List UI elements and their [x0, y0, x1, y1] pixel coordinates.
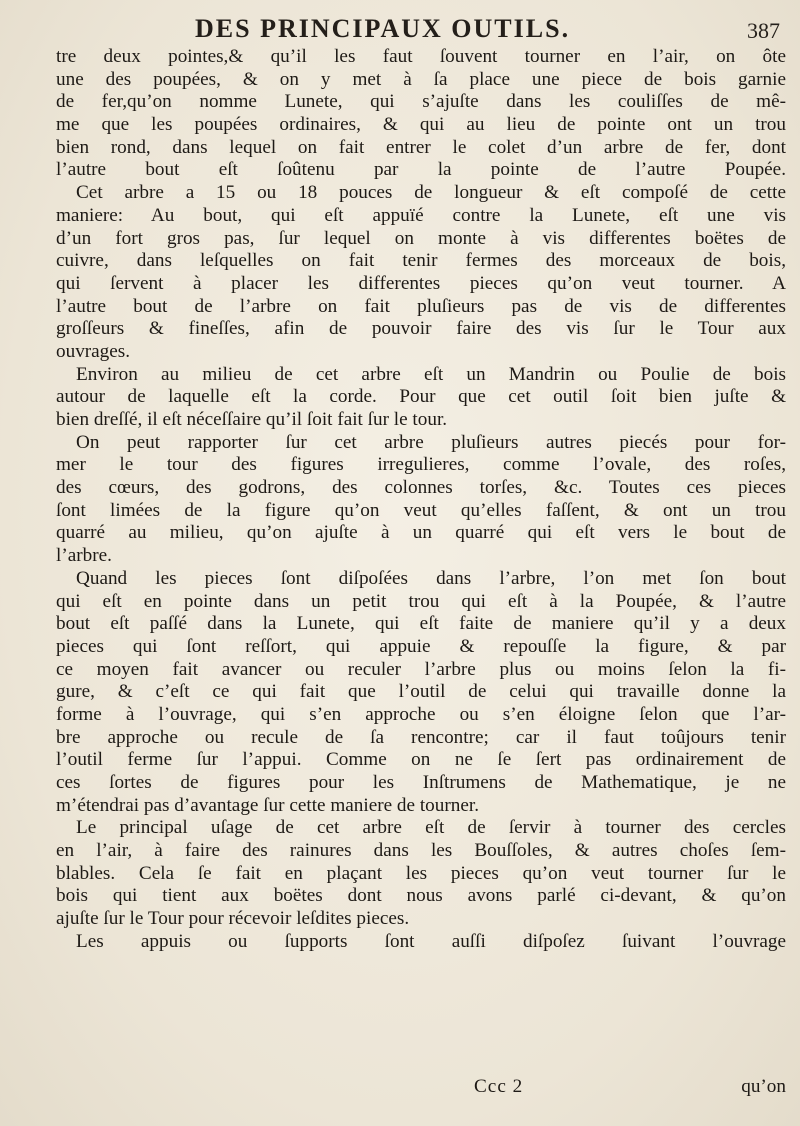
text-line: bien rond, dans lequel on fait entrer le colet d’un arbre de fer, dont [56, 136, 786, 158]
text-line: tre deux pointes,& qu’il les faut ſouvent tourner en l’air, on ôte [56, 46, 786, 67]
text-line: bout eſt paſſé dans la Lunete, qui eſt faite de maniere qu’il y a deux [56, 613, 786, 635]
body-text [56, 46, 786, 954]
text-line: en l’air, à faire des rainures dans les Bouſſoles, & autres choſes ſem- [56, 840, 786, 862]
text-line: gure, & c’eſt ce qui fait que l’outil de celui qui travaille donne la [56, 681, 786, 703]
text-line: des cœurs, des godrons, des colonnes torſes, &c. Toutes ces pieces [56, 477, 786, 499]
text-line: d’un fort gros pas, ſur lequel on monte à vis differentes boëtes de [56, 227, 786, 249]
text-line: me que les poupées ordinaires, & qui au lieu de pointe ont un trou [56, 114, 786, 136]
text-line: ſont limées de la figure qu’on veut qu’elles faſſent, & ont un trou [56, 499, 786, 521]
text-line: groſſeurs & fineſſes, afin de pouvoir faire des vis ſur le Tour aux [56, 318, 786, 340]
text-line: l’arbre. [56, 545, 112, 567]
text-line: quarré au milieu, qu’on ajuſte à un quarré qui eſt vers le bout de [56, 522, 786, 544]
text-line: bre approche ou recule de ſa rencontre; car il faut toûjours tenir [56, 726, 786, 748]
text-line: qui eſt en pointe dans un petit trou qui eſt à la Poupée, & l’autre [56, 590, 786, 612]
catchword: qu’on [741, 1076, 786, 1097]
text-line: Le principal uſage de cet arbre eſt de ſervir à tourner des cercles [76, 817, 786, 839]
text-line: ajuſte ſur le Tour pour récevoir leſdites pieces. [56, 908, 410, 930]
text-line: Les appuis ou ſupports ſont auſſi diſpoſez ſuivant l’ouvrage [76, 930, 786, 952]
text-line: autour de laquelle eſt la corde. Pour que cet outil ſoit bien juſte & [56, 386, 786, 408]
text-line: cuivre, dans leſquelles on fait tenir fermes des morceaux de bois, [56, 250, 786, 272]
text-line: ouvrages. [56, 340, 131, 362]
text-line: mer le tour des figures irregulieres, comme l’ovale, des roſes, [56, 454, 786, 476]
text-line: Quand les pieces ſont diſpoſées dans l’arbre, l’on met ſon bout [76, 567, 786, 589]
text-line: bien dreſſé, il eſt néceſſaire qu’il ſoit fait ſur le tour. [56, 409, 448, 430]
text-line: l’outil ferme ſur l’appui. Comme on ne ſe ſert pas ordinairement de [56, 749, 786, 771]
text-line: forme à l’ouvrage, qui s’en approche ou s’en éloigne ſelon que l’ar- [56, 703, 786, 725]
text-line: blables. Cela ſe fait en plaçant les pieces qu’on veut tourner ſur le [56, 862, 786, 884]
text-line: ce moyen fait avancer ou reculer l’arbre plus ou moins ſelon la fi- [56, 658, 786, 680]
page-footer [56, 1076, 786, 1102]
text-line: Environ au milieu de cet arbre eſt un Mandrin ou Poulie de bois [76, 363, 786, 385]
text-line: de fer,qu’on nomme Lunete, qui s’ajuſte dans les couliſſes de mê- [56, 91, 786, 113]
text-line: Cet arbre a 15 ou 18 pouces de longueur & eſt compoſé de cette [76, 182, 786, 204]
text-line: une des poupées, & on y met à ſa place une piece de bois garnie [56, 68, 786, 90]
text-line: l’autre bout eſt ſoûtenu par la pointe de l’autre Poupée. [56, 159, 786, 181]
text-line: m’étendrai pas d’avantage ſur cette maniere de tourner. [56, 794, 479, 816]
signature-mark: Ccc 2 [474, 1076, 524, 1097]
text-line: qui ſervent à placer les differentes pieces qu’on veut tourner. A [56, 272, 786, 294]
running-title: DES PRINCIPAUX OUTILS. [195, 14, 571, 43]
text-line: ces ſortes de figures pour les Inſtrumens de Mathematique, je ne [56, 772, 786, 793]
page-number: 387 [747, 18, 780, 43]
text-line: maniere: Au bout, qui eſt appuïé contre la Lunete, eſt une vis [56, 204, 786, 226]
text-line: bois qui tient aux boëtes dont nous avons parlé ci-devant, & qu’on [56, 885, 786, 907]
text-line: pieces qui ſont reſſort, qui appuie & repouſſe la figure, & par [56, 635, 786, 657]
text-line: On peut rapporter ſur cet arbre pluſieurs autres piecés pour for- [76, 431, 786, 453]
text-line: l’autre bout de l’arbre on fait pluſieurs pas de vis de differentes [56, 295, 786, 317]
